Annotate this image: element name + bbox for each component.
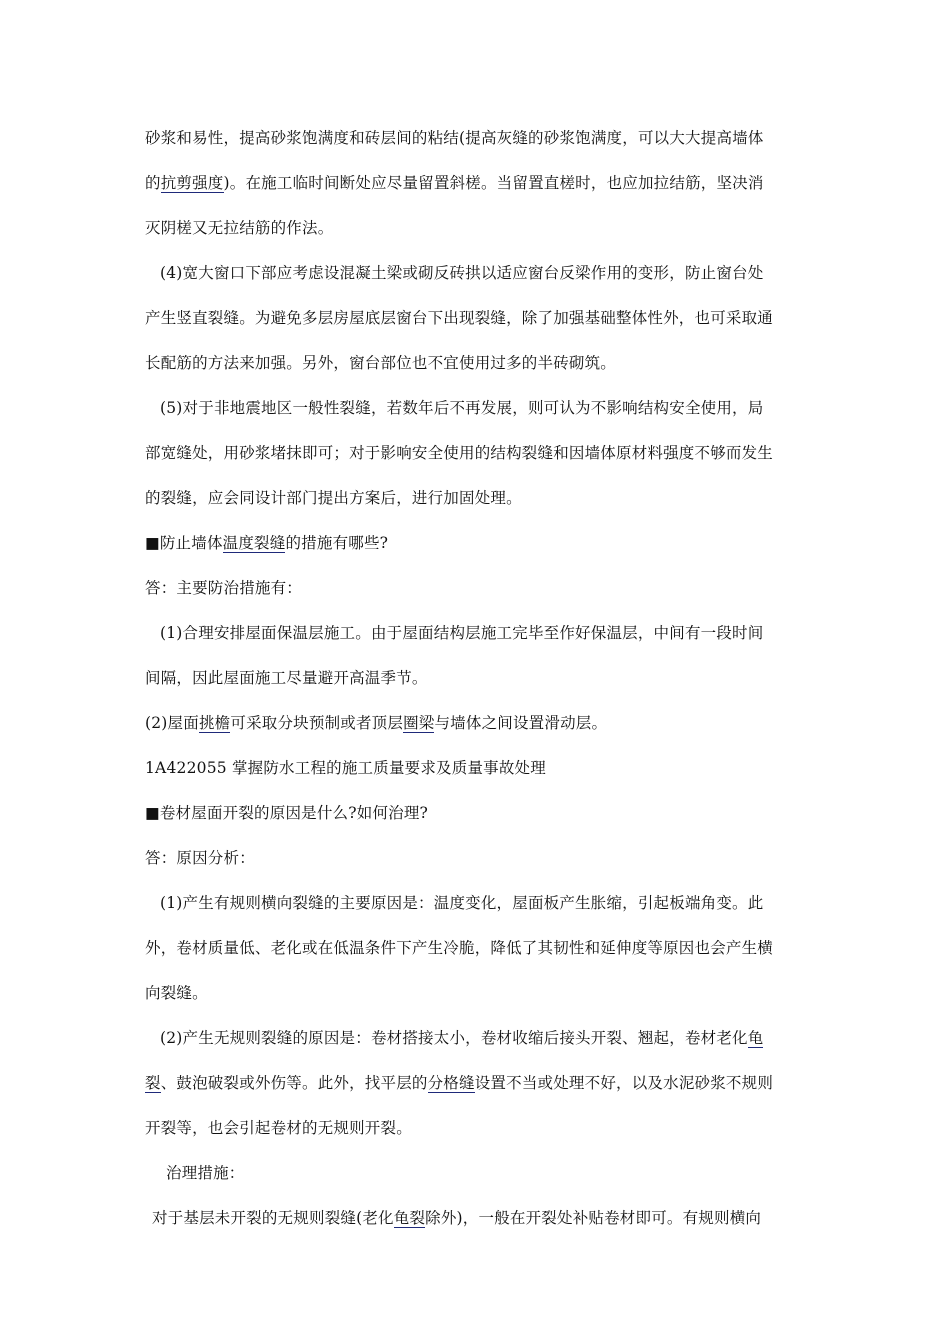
text-span: 设置不当或处理不好，以及水泥砂浆不规则 [474, 1074, 774, 1092]
text-line [145, 218, 333, 238]
answer-intro [145, 848, 255, 868]
link-alligator-crack-part1[interactable]: 龟 [747, 1029, 764, 1047]
text-span: 长配筋的方法来加强。另外，窗台部位也不宜使用过多的半砖砌筑。 [145, 354, 617, 372]
text-span: 治理措施： [166, 1164, 245, 1182]
text-span: 部宽缝处，用砂浆堵抹即可；对于影响安全使用的结构裂缝和因墙体原材料强度不够而发生 [145, 444, 774, 462]
text-span: (1)产生有规则横向裂缝的主要原因是：温度变化，屋面板产生胀缩，引起板端角变。此 [160, 894, 764, 912]
text-line [152, 1208, 761, 1228]
text-span: 对于基层未开裂的无规则裂缝(老化 [152, 1209, 394, 1227]
text-span: 间隔，因此屋面施工尽量避开高温季节。 [145, 669, 428, 687]
text-line [145, 1073, 773, 1093]
text-span: 灭阴槎又无拉结筋的作法。 [145, 219, 334, 237]
question-heading [145, 533, 388, 553]
text-line [145, 1118, 412, 1138]
section-heading [145, 758, 546, 778]
text-line [145, 308, 773, 328]
text-span: 可采取分块预制或者顶层 [230, 714, 404, 732]
text-span: 与墙体之间设置滑动层。 [434, 714, 608, 732]
text-line [160, 893, 763, 913]
text-span: 产生竖直裂缝。为避免多层房屋底层窗台下出现裂缝，除了加强基础整体性外，也可采取通 [145, 309, 774, 327]
text-line [160, 623, 763, 643]
text-span: 1A422055 掌握防水工程的施工质量要求及质量事故处理 [145, 759, 546, 777]
text-span: 答：原因分析： [145, 849, 255, 867]
text-line [160, 263, 763, 283]
text-line [160, 398, 763, 418]
text-line [145, 488, 522, 508]
text-span: 答：主要防治措施有： [145, 579, 303, 597]
text-line [145, 353, 616, 373]
text-span: 的 [145, 174, 161, 192]
link-division-joint[interactable]: 分格缝 [427, 1074, 475, 1092]
text-span: 外，卷材质量低、老化或在低温条件下产生冷脆，降低了其韧性和延伸度等原因也会产生横 [145, 939, 774, 957]
text-span: 的裂缝，应会同设计部门提出方案后，进行加固处理。 [145, 489, 522, 507]
text-span: (2)产生无规则裂缝的原因是：卷材搭接太小，卷材收缩后接头开裂、翘起，卷材老化 [160, 1029, 748, 1047]
text-span: ■防止墙体 [145, 534, 223, 552]
text-line [160, 1028, 763, 1048]
text-span: 砂浆和易性，提高砂浆饱满度和砖层间的粘结(提高灰缝的砂浆饱满度，可以大大提高墙体 [145, 129, 764, 147]
text-span: )。在施工临时间断处应尽量留置斜槎。当留置直槎时，也应加拉结筋，坚决消 [223, 174, 764, 192]
text-line [145, 983, 208, 1003]
link-alligator-crack[interactable]: 龟裂 [393, 1209, 426, 1227]
text-span: (2)屋面 [145, 714, 199, 732]
link-ring-beam[interactable]: 圈梁 [403, 714, 435, 732]
link-alligator-crack-part2[interactable]: 裂 [145, 1074, 161, 1092]
text-span: 的措施有哪些? [285, 534, 389, 552]
text-span: (4)宽大窗口下部应考虑设混凝土梁或砌反砖拱以适应窗台反梁作用的变形，防止窗台处 [160, 264, 764, 282]
text-span: 向裂缝。 [145, 984, 208, 1002]
text-span: 开裂等，也会引起卷材的无规则开裂。 [145, 1119, 412, 1137]
subheading [166, 1163, 245, 1183]
text-span: 除外)，一般在开裂处补贴卷材即可。有规则横向 [425, 1209, 762, 1227]
text-line [145, 443, 773, 463]
text-line [145, 938, 773, 958]
link-temperature-cracks[interactable]: 温度裂缝 [222, 534, 286, 552]
text-line [145, 173, 764, 193]
text-span: (1)合理安排屋面保温层施工。由于屋面结构层施工完毕至作好保温层，中间有一段时间 [160, 624, 764, 642]
text-line [145, 713, 607, 733]
text-span: 、鼓泡破裂或外伤等。此外，找平层的 [160, 1074, 428, 1092]
text-line [145, 668, 428, 688]
link-eaves[interactable]: 挑檐 [198, 714, 231, 732]
text-span: (5)对于非地震地区一般性裂缝，若数年后不再发展，则可认为不影响结构安全使用，局 [160, 399, 764, 417]
link-shear-strength[interactable]: 抗剪强度 [160, 174, 224, 192]
text-span: ■卷材屋面开裂的原因是什么?如何治理? [145, 804, 429, 822]
text-line [145, 128, 764, 148]
question-heading [145, 803, 428, 823]
answer-intro [145, 578, 302, 598]
